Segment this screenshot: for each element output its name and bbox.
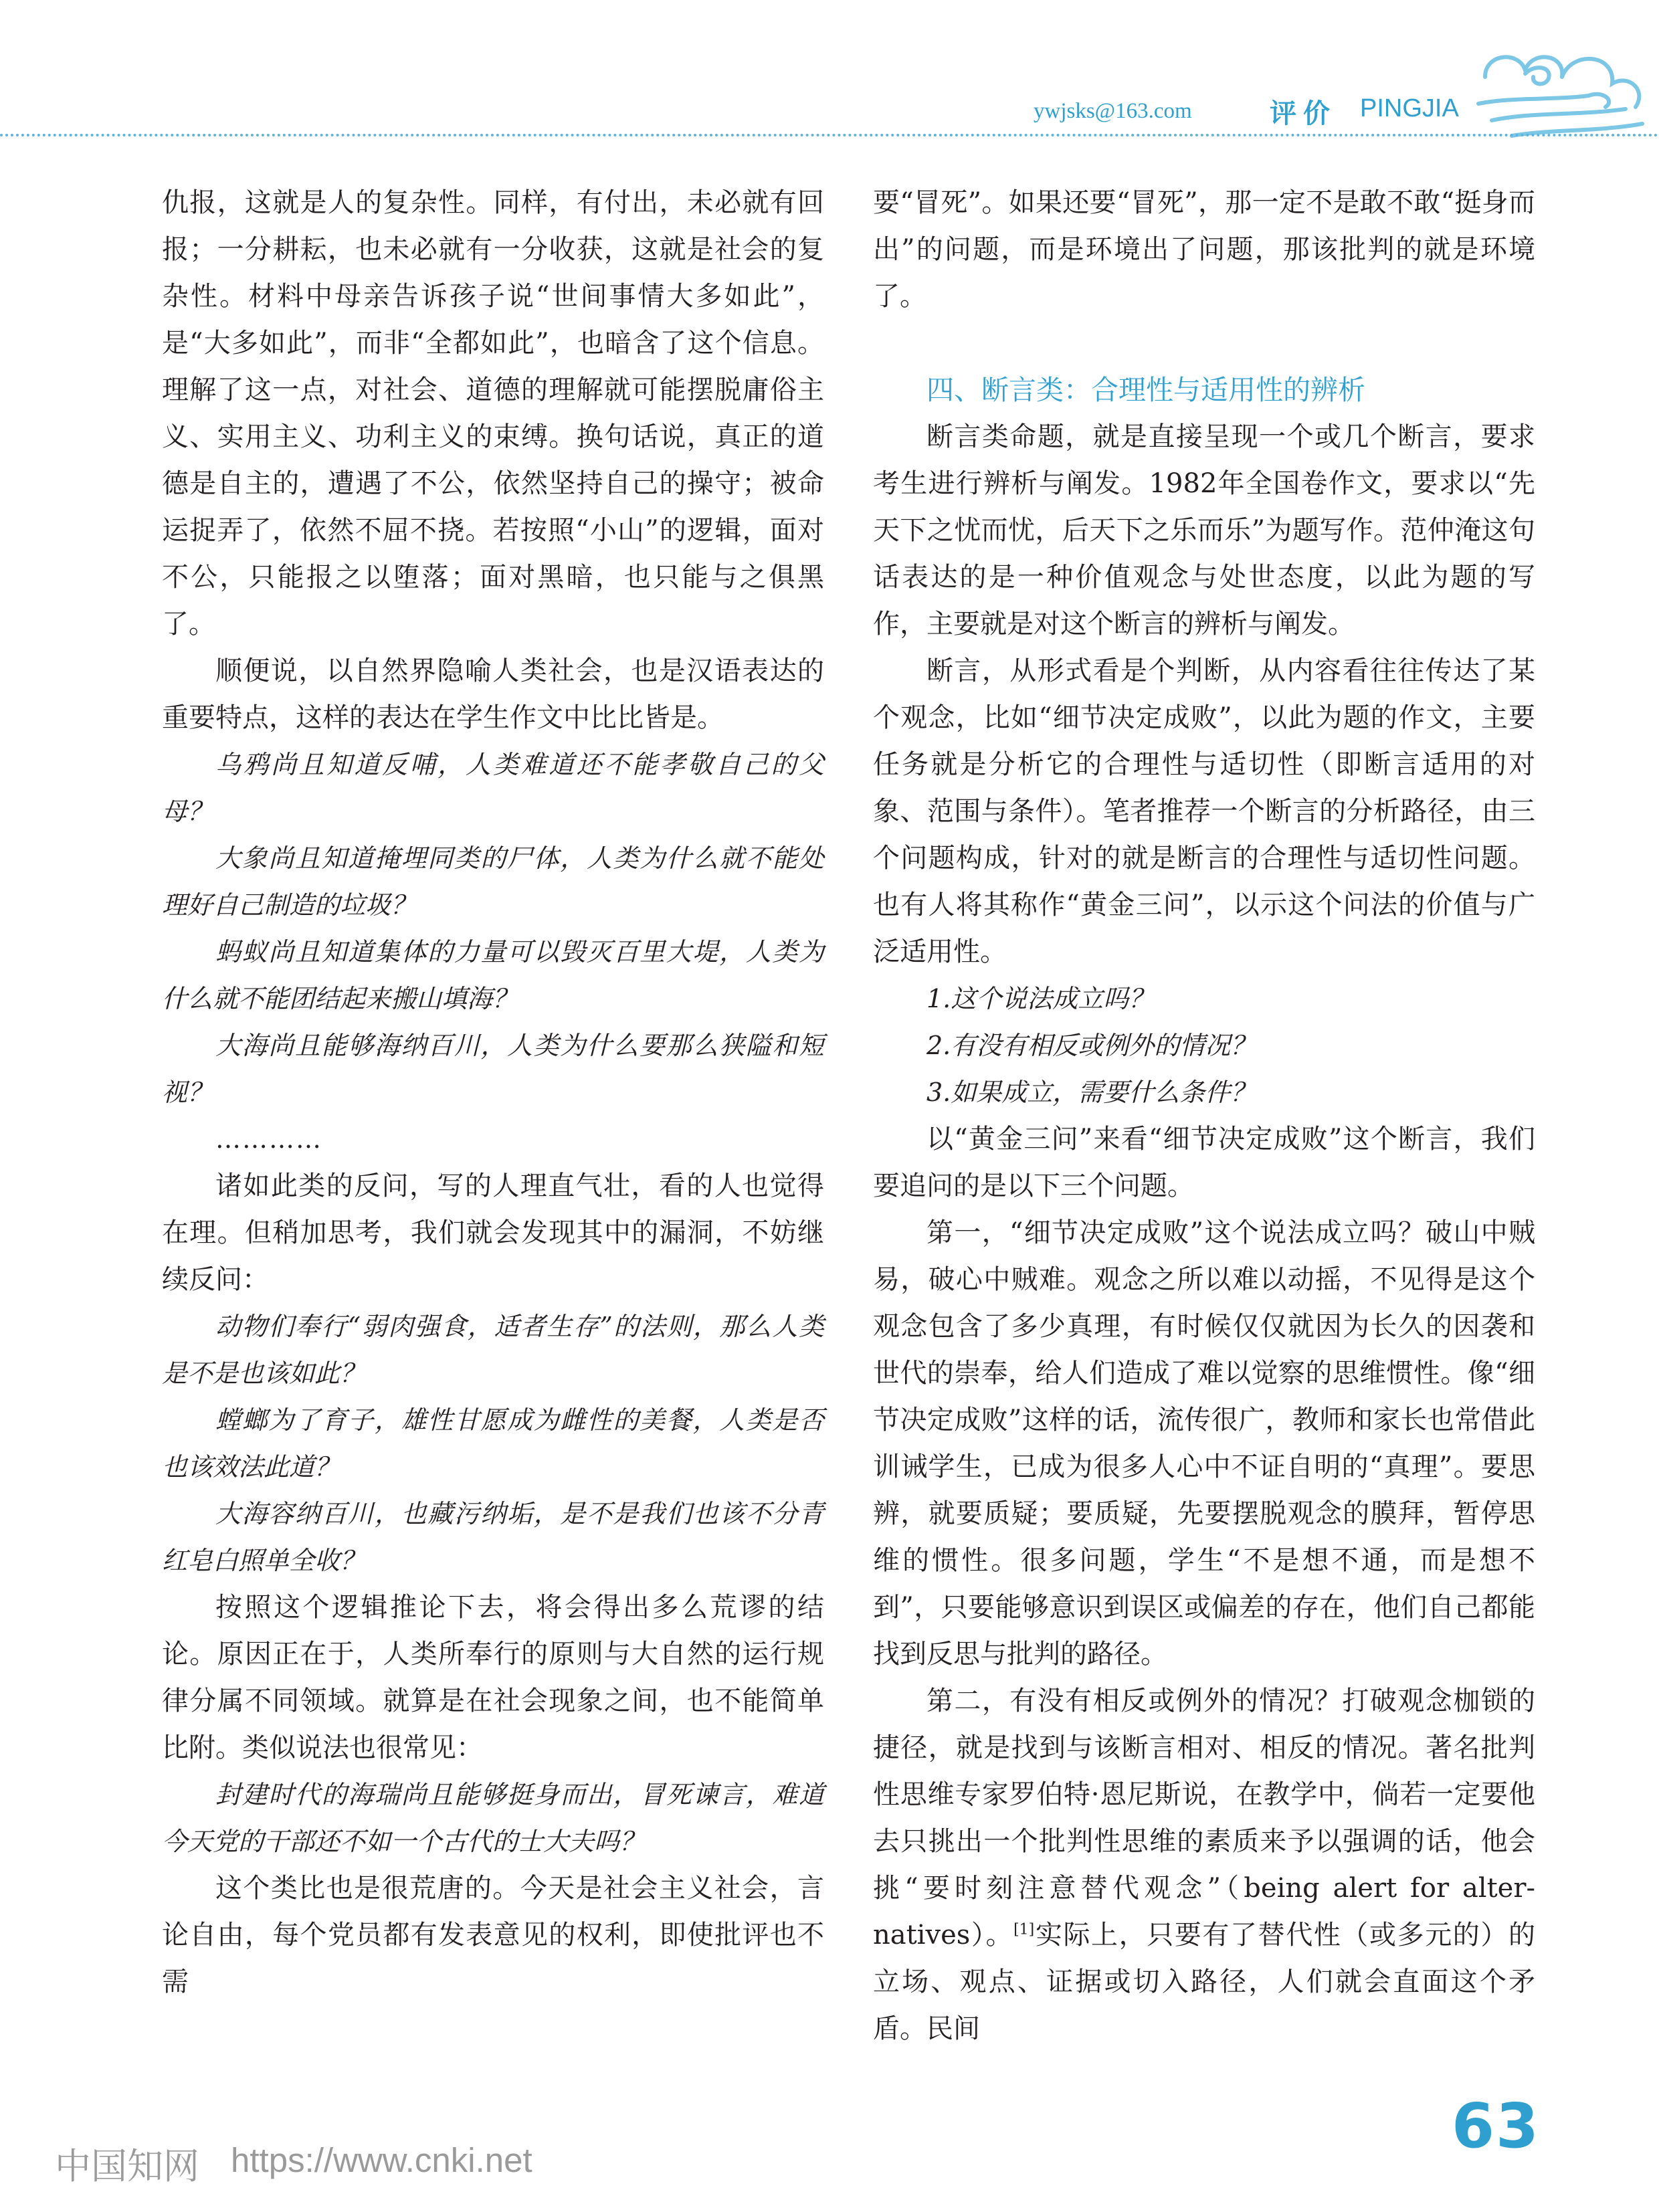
example-quote: 封建时代的海瑞尚且能够挺身而出，冒死谏言，难道今天党的干部还不如一个古代的士大夫吗？ [162,1780,824,1856]
paragraph: 以“黄金三问”来看“细节决定成败”这个断言，我们要追问的是以下三个问题。 [873,1124,1535,1201]
paragraph: 第一，“细节决定成败”这个说法成立吗？破山中贼易，破心中贼难。观念之所以难以动摇，不见得是这个观念包含了多少真理，有时候仅仅就因为长久的因袭和世代的崇奉，给人们造成了难以觉察的思维惯性。像“细节决定成败”这样的话，流传很广，教师和家长也常借此训诫学生，已成为很多人心中不证自明的“真理”。要思辨，就要质疑；要质疑，先要摆脱观念的膜拜，暂停思维的惯性。很多问题，学生“不是想不通，而是想不到”，只要能够意识到误区或偏差的存在，他们自己都能找到反思与批判的路径。 [873,1217,1535,1670]
right-column [873,179,1535,2052]
ellipsis-line: ………… [215,1124,322,1154]
paragraph: 诸如此类的反问，写的人理直气壮，看的人也觉得在理。但稍加思考，我们就会发现其中的漏洞，不妨继续反问： [162,1171,824,1295]
example-quote: 大海尚且能够海纳百川，人类为什么要那么狭隘和短视？ [162,1031,824,1107]
paragraph: 顺便说，以自然界隐喻人类社会，也是汉语表达的重要特点，这样的表达在学生作文中比比皆是。 [162,656,824,733]
paragraph: 断言类命题，就是直接呈现一个或几个断言，要求考生进行辨析与阐发。1982年全国卷作文，要求以“先天下之忧而忧，后天下之乐而乐”为题写作。范仲淹这句话表达的是一种价值观念与处世态度，以此为题的写作，主要就是对这个断言的辨析与阐发。 [873,421,1535,639]
question-item: 3.如果成立，需要什么条件？ [926,1078,1256,1107]
footnote-marker: [1] [1013,1921,1035,1938]
left-column [162,179,824,2005]
section-heading: 四、断言类：合理性与适用性的辨析 [926,374,1365,406]
paragraph-text: 第二，有没有相反或例外的情况？打破观念枷锁的捷径，就是找到与该断言相对、相反的情况。著名批判性思维专家罗伯特·恩尼斯说，在教学中，倘若一定要他去只挑出一个批判性思维的素质来予以强调的话，他会挑“要时刻注意替代观念”（being alert for alter-natives）。 [873,1686,1535,1950]
header-section-title: 评价 [1270,98,1337,129]
page-number: 63 [1452,2090,1541,2162]
example-quote: 大海容纳百川，也藏污纳垢，是不是我们也该不分青红皂白照单全收？ [162,1499,824,1575]
paragraph: 要“冒死”。如果还要“冒死”，那一定不是敢不敢“挺身而出”的问题，而是环境出了问题，那该批判的就是环境了。 [873,187,1535,312]
paragraph: 按照这个逻辑推论下去，将会得出多么荒谬的结论。原因正在于，人类所奉行的原则与大自然的运行规律分属不同领域。就算是在社会现象之间，也不能简单比附。类似说法也很常见： [162,1592,824,1763]
paragraph [873,1678,1535,2052]
example-quote: 大象尚且知道掩埋同类的尸体，人类为什么就不能处理好自己制造的垃圾？ [162,843,824,920]
example-quote: 蚂蚁尚且知道集体的力量可以毁灭百里大堤，人类为什么就不能团结起来搬山填海？ [162,937,824,1013]
paragraph: 断言，从形式看是个判断，从内容看往往传达了某个观念，比如“细节决定成败”，以此为题的作文，主要任务就是分析它的合理性与适切性（即断言适用的对象、范围与条件）。笔者推荐一个断言的分析路径，由三个问题构成，针对的就是断言的合理性与适切性问题。也有人将其称作“黄金三问”，以示这个问法的价值与广泛适用性。 [873,656,1535,967]
example-quote: 动物们奉行“弱肉强食，适者生存”的法则，那么人类是不是也该如此？ [162,1312,824,1388]
example-quote: 乌鸦尚且知道反哺，人类难道还不能孝敬自己的父母？ [162,750,824,826]
header-dotted-rule [0,134,1659,136]
header-email: ywjsks@163.com [1034,99,1192,123]
question-item: 2.有没有相反或例外的情况？ [926,1031,1256,1060]
question-item: 1.这个说法成立吗？ [926,984,1155,1013]
paragraph: 这个类比也是很荒唐的。今天是社会主义社会，言论自由，每个党员都有发表意见的权利，即使批评也不需 [162,1873,824,1997]
watermark-url[interactable]: https://www.cnki.net [231,2141,532,2179]
example-quote: 螳螂为了育子，雄性甘愿成为雌性的美餐，人类是否也该效法此道？ [162,1405,824,1482]
paragraph: 仇报，这就是人的复杂性。同样，有付出，未必就有回报；一分耕耘，也未必就有一分收获，这就是社会的复杂性。材料中母亲告诉孩子说“世间事情大多如此”，是“大多如此”，而非“全都如此”，也暗含了这个信息。理解了这一点，对社会、道德的理解就可能摆脱庸俗主义、实用主义、功利主义的束缚。换句话说，真正的道德是自主的，遭遇了不公，依然坚持自己的操守；被命运捉弄了，依然不屈不挠。若按照“小山”的逻辑，面对不公，只能报之以堕落；面对黑暗，也只能与之俱黑了。 [162,187,824,639]
header-section-pinyin: PINGJIA [1360,94,1459,122]
paragraph-text: 实际上，只要有了替代性（或多元的）的立场、观点、证据或切入路径，人们就会直面这个矛盾。民间 [873,1920,1536,2044]
watermark-cnki: 中国知网 [55,2145,199,2187]
